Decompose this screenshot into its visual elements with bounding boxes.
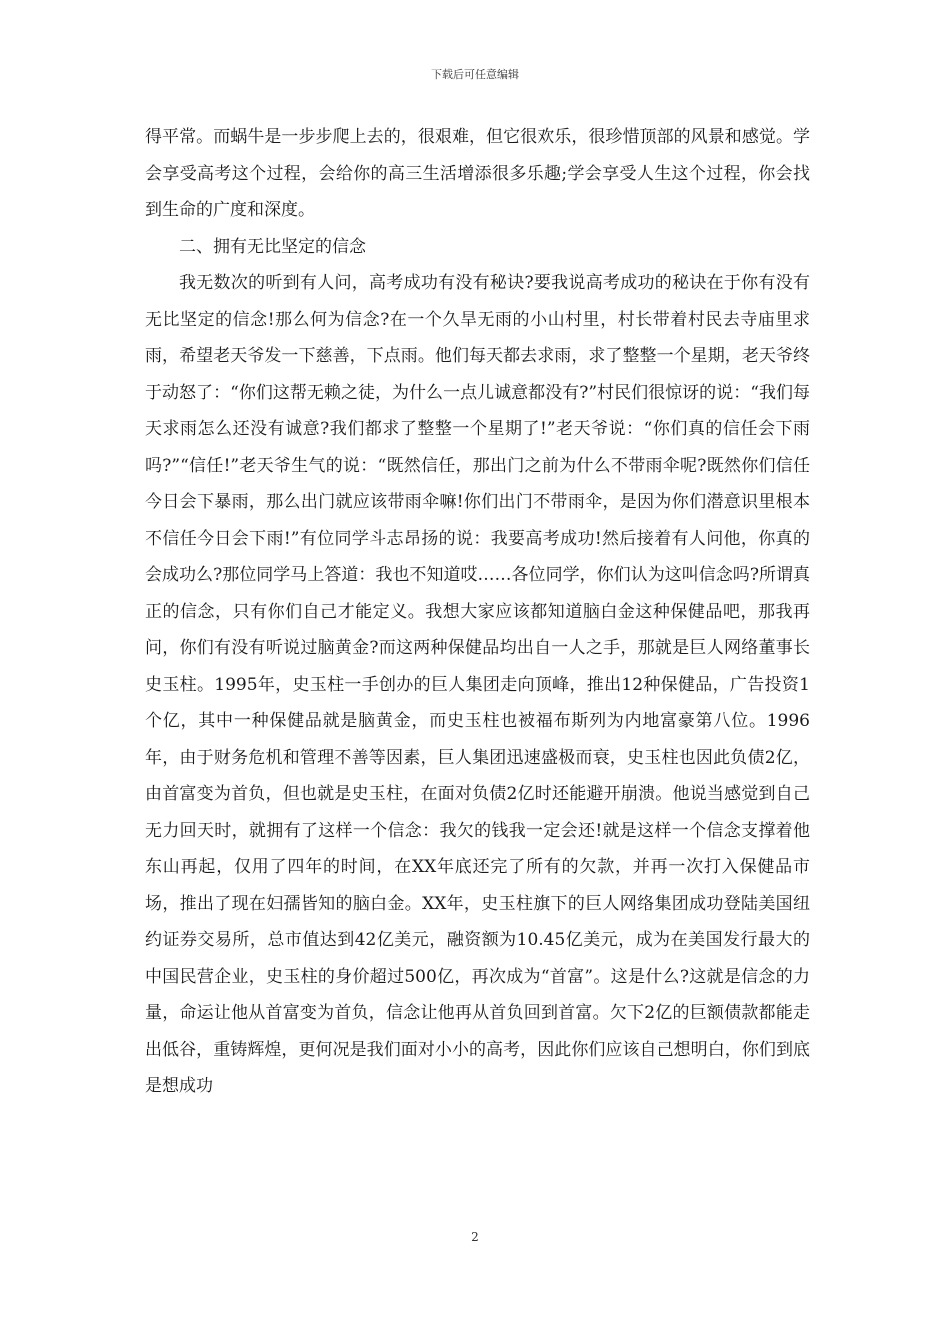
paragraph-belief: 我无数次的听到有人问，高考成功有没有秘诀?要我说高考成功的秘诀在于你有没有无比坚定的信念!那么何为信念?在一个久旱无雨的小山村里，村长带着村民去寺庙里求雨，希望老天爷发一下慈善，下点雨。他们每天都去求雨，求了整整一个星期，老天爷终于动怒了：“你们这帮无赖之徒，为什么一点儿诚意都没有?”村民们很惊讶的说：“我们每天求雨怎么还没有诚意?我们都求了整整一个星期了!”老天爷说：“你们真的信任会下雨吗?”“信任!”老天爷生气的说：“既然信任，那出门之前为什么不带雨伞呢?既然你们信任今日会下暴雨，那么出门就应该带雨伞嘛!你们出门不带雨伞，是因为你们潜意识里根本不信任今日会下雨!”有位同学斗志昂扬的说：我要高考成功!然后接着有人问他，你真的会成功么?那位同学马上答道：我也不知道哎……各位同学，你们认为这叫信念吗?所谓真正的信念，只有你们自己才能定义。我想大家应该都知道脑白金这种保健品吧，那我再问，你们有没有听说过脑黄金?而这两种保健品均出自一人之手，那就是巨人网络董事长史玉柱。1995年，史玉柱一手创办的巨人集团走向顶峰，推出12种保健品，广告投资1个亿，其中一种保健品就是脑黄金，而史玉柱也被福布斯列为内地富豪第八位。1996年，由于财务危机和管理不善等因素，巨人集团迅速盛极而衰，史玉柱也因此负债2亿，由首富变为首负，但也就是史玉柱，在面对负债2亿时还能避开崩溃。他说当感觉到自己无力回天时，就拥有了这样一个信念：我欠的钱我一定会还!就是这样一个信念支撑着他东山再起，仅用了四年的时间，在XX年底还完了所有的欠款，并再一次打入保健品市场，推出了现在妇孺皆知的脑白金。XX年，史玉柱旗下的巨人网络集团成功登陆美国纽约证券交易所，总市值达到42亿美元，融资额为10.45亿美元，成为在美国发行最大的中国民营企业，史玉柱的身价超过500亿，再次成为“首富”。这是什么?这就是信念的力量，命运让他从首富变为首负，信念让他再从首负回到首富。欠下2亿的巨额债款都能走出低谷，重铸辉煌，更何况是我们面对小小的高考，因此你们应该自己想明白，你们到底是想成功 <box>145 273 810 1096</box>
section-heading: 二、拥有无比坚定的信念 <box>179 236 366 257</box>
document-body <box>145 119 810 1105</box>
page-number: 2 <box>471 1230 479 1244</box>
paragraph-continuation: 得平常。而蜗牛是一步步爬上去的，很艰难，但它很欢乐，很珍惜顶部的风景和感觉。学会享受高考这个过程，会给你的高三生活增添很多乐趣;学会享受人生这个过程，你会找到生命的广度和深度。 <box>145 127 810 220</box>
page-header: 下载后可任意编辑 <box>431 68 519 81</box>
